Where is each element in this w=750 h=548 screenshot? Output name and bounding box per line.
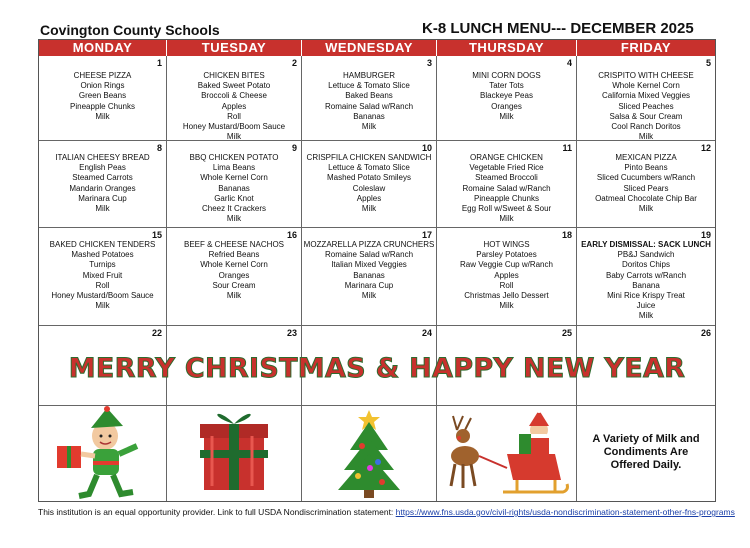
menu-item: Vegetable Fried Rice — [469, 163, 544, 173]
menu-item: California Mixed Veggies — [601, 91, 691, 101]
day-number: 19 — [700, 230, 711, 240]
day-header-wednesday: WEDNESDAY — [302, 40, 436, 56]
christmas-tree-illustration — [302, 406, 436, 502]
menu-item: Sliced Cucumbers w/Ranch — [596, 173, 696, 183]
day-number: 16 — [286, 230, 297, 240]
menu-item: Marinara Cup — [78, 193, 127, 203]
menu-item: Sliced Pears — [623, 183, 669, 193]
menu-entree: BAKED CHICKEN TENDERS — [49, 240, 156, 249]
day-number: 4 — [566, 58, 572, 68]
menu-item: Roll — [95, 280, 110, 290]
menu-item: Roll — [227, 111, 241, 121]
menu-item: Mandarin Oranges — [69, 183, 136, 193]
menu-item: Bananas — [353, 270, 385, 280]
menu-item: Steamed Carrots — [72, 173, 133, 183]
menu-entree: MINI CORN DOGS — [472, 71, 541, 80]
menu-entree: HOT WINGS — [483, 240, 530, 249]
day-cell — [577, 228, 715, 325]
menu-item: Mashed Potatoes — [71, 250, 134, 260]
day-cell — [437, 56, 576, 140]
menu-entree: CHICKEN BITES — [203, 71, 265, 80]
menu-item: Italian Mixed Veggies — [331, 260, 407, 270]
menu-entree: ITALIAN CHEESY BREAD — [55, 153, 150, 162]
menu-item: Lettuce & Tomato Slice — [328, 163, 410, 173]
day-cell — [302, 141, 436, 227]
menu-title: K-8 LUNCH MENU--- DECEMBER 2025 — [422, 20, 694, 37]
day-number: 5 — [705, 58, 711, 68]
menu-list — [39, 71, 166, 122]
menu-item: Banana — [632, 280, 660, 290]
holiday-banner: MERRY CHRISTMAS & HAPPY NEW YEAR — [68, 353, 686, 384]
menu-item: Coleslaw — [352, 183, 386, 193]
menu-list — [302, 153, 436, 214]
menu-list — [302, 71, 436, 132]
day-header-thursday: THURSDAY — [437, 40, 576, 56]
menu-entree: CHEESE PIZZA — [73, 71, 132, 80]
menu-item: Christmas Jello Dessert — [464, 291, 549, 301]
elf-illustration — [39, 406, 166, 502]
menu-item: Whole Kernel Corn — [200, 173, 268, 183]
menu-item: Whole Kernel Corn — [200, 260, 268, 270]
menu-item: Milk — [226, 291, 242, 301]
day-number: 2 — [291, 58, 297, 68]
menu-item: Honey Mustard/Boom Sauce — [182, 122, 286, 132]
day-header-tuesday: TUESDAY — [167, 40, 301, 56]
menu-item: Mini Rice Krispy Treat — [607, 291, 685, 301]
menu-item: Salsa & Sour Cream — [609, 111, 683, 121]
menu-list — [437, 71, 576, 122]
menu-item: Cool Ranch Doritos — [611, 122, 681, 132]
menu-item: English Peas — [79, 163, 126, 173]
menu-item: Milk — [638, 132, 654, 140]
menu-item: Bananas — [353, 111, 385, 121]
menu-item: Juice — [636, 301, 656, 311]
day-cell — [39, 141, 166, 227]
menu-list — [167, 240, 301, 301]
day-number: 18 — [561, 230, 572, 240]
menu-entree: HAMBURGER — [342, 71, 395, 80]
santa-sleigh-illustration — [437, 406, 576, 502]
day-number: 24 — [421, 328, 432, 338]
gift-illustration — [167, 406, 301, 502]
menu-entree: CRISPITO WITH CHEESE — [598, 71, 694, 80]
menu-item: Marinara Cup — [344, 280, 394, 290]
day-number: 3 — [426, 58, 432, 68]
day-cell — [167, 56, 301, 140]
day-cell — [302, 56, 436, 140]
menu-item: Milk — [638, 311, 654, 321]
day-cell — [577, 56, 715, 140]
menu-list — [437, 153, 576, 224]
day-header-monday: MONDAY — [39, 40, 166, 56]
menu-item: Baked Sweet Potato — [197, 81, 271, 91]
menu-item: Broccoli & Cheese — [201, 91, 267, 101]
menu-item: Raw Veggie Cup w/Ranch — [460, 260, 553, 270]
menu-item: Turnips — [89, 260, 116, 270]
day-cell — [167, 228, 301, 325]
menu-item: Egg Roll w/Sweet & Sour — [461, 204, 552, 214]
menu-item: Cheez It Crackers — [201, 204, 267, 214]
day-number: 10 — [421, 143, 432, 153]
day-number: 15 — [151, 230, 162, 240]
day-cell — [437, 141, 576, 227]
menu-item: Green Beans — [78, 91, 127, 101]
menu-list — [39, 240, 166, 311]
menu-item: Apples — [356, 193, 382, 203]
menu-item: Milk — [95, 204, 110, 214]
menu-item: PB&J Sandwich — [617, 250, 675, 260]
day-number: 12 — [700, 143, 711, 153]
day-cell — [577, 141, 715, 227]
menu-item: Steamed Broccoli — [475, 173, 538, 183]
day-cell — [39, 56, 166, 140]
footer — [38, 507, 735, 518]
calendar-grid — [38, 39, 716, 502]
day-number: 22 — [151, 328, 162, 338]
menu-item: Oatmeal Chocolate Chip Bar — [595, 193, 697, 203]
day-cell — [302, 228, 436, 325]
menu-item: Milk — [638, 204, 654, 214]
day-number: 11 — [562, 143, 572, 153]
menu-list — [577, 71, 715, 140]
menu-item: Milk — [95, 111, 110, 121]
menu-list — [437, 240, 576, 311]
menu-entree: EARLY DISMISSAL: SACK LUNCH — [581, 240, 711, 249]
menu-item: Sliced Peaches — [618, 101, 674, 111]
menu-item: Milk — [95, 301, 110, 311]
day-number: 1 — [156, 58, 162, 68]
day-header-friday: FRIDAY — [577, 40, 715, 56]
day-number: 8 — [156, 143, 162, 153]
menu-item: Pineapple Chunks — [70, 101, 135, 111]
menu-list — [39, 153, 166, 214]
menu-item: Refried Beans — [208, 250, 260, 260]
menu-item: Milk — [499, 301, 514, 311]
menu-item: Blackeye Peas — [480, 91, 533, 101]
menu-item: Milk — [361, 291, 377, 301]
menu-item: Mixed Fruit — [82, 270, 123, 280]
day-number: 23 — [286, 328, 297, 338]
menu-entree: BBQ CHICKEN POTATO — [189, 153, 279, 162]
menu-item: Honey Mustard/Boom Sauce — [51, 291, 154, 301]
day-number: 25 — [561, 328, 572, 338]
menu-item: Mashed Potato Smileys — [326, 173, 412, 183]
menu-list — [167, 153, 301, 224]
menu-entree: ORANGE CHICKEN — [470, 153, 543, 162]
day-cell — [39, 228, 166, 325]
menu-item: Romaine Salad w/Ranch — [324, 101, 414, 111]
menu-item: Lettuce & Tomato Slice — [328, 81, 410, 91]
milk-condiments-note: A Variety of Milk and Condiments Are Offered Daily. — [592, 433, 700, 471]
menu-entree: CRISPFILA CHICKEN SANDWICH — [306, 153, 432, 162]
menu-list — [167, 71, 301, 140]
usda-link[interactable]: https://www.fns.usda.gov/civil-rights/usda-nondiscrimination-statement-other-fns-programs — [395, 507, 735, 517]
menu-item: Doritos Chips — [621, 260, 670, 270]
menu-item: Milk — [499, 214, 514, 224]
menu-item: Milk — [361, 204, 377, 214]
menu-list — [302, 240, 436, 301]
day-cell — [437, 228, 576, 325]
menu-item: Pinto Beans — [624, 163, 668, 173]
district-title: Covington County Schools — [40, 22, 220, 38]
menu-item: Baked Beans — [345, 91, 393, 101]
day-number: 26 — [700, 328, 711, 338]
menu-item: Garlic Knot — [214, 193, 254, 203]
menu-item: Milk — [226, 132, 242, 140]
day-cell — [167, 141, 301, 227]
menu-item: Onion Rings — [80, 81, 125, 91]
menu-item: Bananas — [218, 183, 250, 193]
menu-item: Apples — [494, 270, 519, 280]
menu-entree: MOZZARELLA PIZZA CRUNCHERS — [303, 240, 435, 249]
menu-item: Tater Tots — [489, 81, 524, 91]
menu-item: Romaine Salad w/Ranch — [462, 183, 551, 193]
menu-item: Baby Carrots w/Ranch — [605, 270, 687, 280]
menu-item: Oranges — [491, 101, 522, 111]
menu-item: Milk — [361, 122, 377, 132]
menu-item: Romaine Salad w/Ranch — [324, 250, 414, 260]
menu-item: Apples — [221, 101, 247, 111]
menu-item: Roll — [499, 280, 514, 290]
menu-item: Parsley Potatoes — [476, 250, 537, 260]
menu-item: Milk — [226, 214, 242, 224]
day-number: 17 — [421, 230, 432, 240]
menu-entree: BEEF & CHEESE NACHOS — [183, 240, 285, 249]
menu-item: Milk — [499, 111, 514, 121]
menu-entree: MEXICAN PIZZA — [615, 153, 677, 162]
day-number: 9 — [291, 143, 297, 153]
menu-item: Oranges — [218, 270, 250, 280]
menu-list — [577, 240, 715, 322]
menu-item: Pineapple Chunks — [474, 193, 539, 203]
menu-item: Sour Cream — [212, 280, 256, 290]
nondiscrimination-statement: This institution is an equal opportunity provider. Link to full USDA Nondiscrimination statement: — [38, 507, 394, 517]
menu-item: Lima Beans — [212, 163, 256, 173]
menu-list — [577, 153, 715, 214]
menu-item: Whole Kernel Corn — [612, 81, 680, 91]
